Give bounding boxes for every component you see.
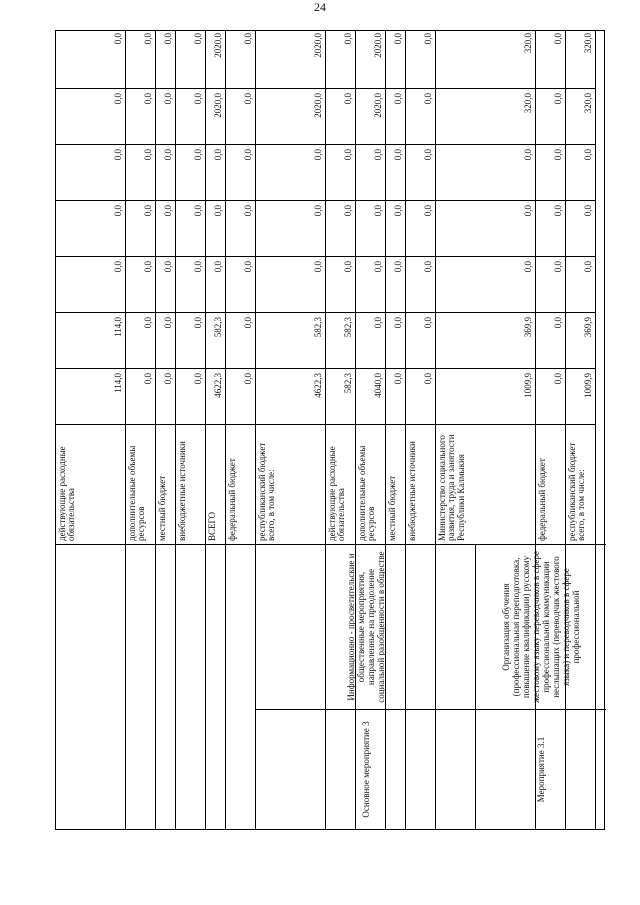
value-cell: 0,0 — [422, 33, 433, 45]
table-row — [176, 31, 206, 829]
value-cell: 0,0 — [386, 368, 405, 424]
value-cell: 0,0 — [386, 144, 405, 200]
value-cell: 0,0 — [176, 200, 205, 256]
value-cell: 0,0 — [392, 33, 403, 45]
value-cell: 0,0 — [536, 144, 565, 200]
value-cell: 0,0 — [406, 200, 435, 256]
funding-source-cell: действующие расходные обязательства — [56, 424, 125, 544]
value-cell: 582,3 — [326, 368, 355, 424]
table-row — [566, 31, 596, 829]
value-cell: 0,0 — [156, 312, 175, 368]
value-cell: 0,0 — [226, 200, 255, 256]
value-cell: 0,0 — [156, 200, 175, 256]
rotated-budget-table — [55, 30, 605, 830]
value-cell: 582,3 — [326, 312, 355, 368]
value-cell: 0,0 — [256, 144, 325, 200]
value-cell: 0,0 — [406, 256, 435, 312]
value-cell: 0,0 — [326, 144, 355, 200]
value-cell: 0,0 — [436, 144, 535, 200]
table-row — [326, 31, 356, 829]
value-cell: 0,0 — [156, 144, 175, 200]
value-cell: 0,0 — [386, 312, 405, 368]
funding-source-cell: местный бюджет — [156, 424, 175, 544]
value-cell: 0,0 — [126, 368, 155, 424]
main-activity-title: Информационно - просветительские и общественные мероприятия, направленные на преодоление социальной разобщенности в обществе — [256, 544, 476, 709]
value-cell: 0,0 — [142, 33, 153, 45]
funding-source-cell: республиканский бюджет всего, в том числе: — [566, 424, 595, 544]
value-cell: 0,0 — [56, 144, 125, 200]
table-row — [536, 31, 566, 829]
value-cell: 0,0 — [206, 200, 225, 256]
value-cell: 0,0 — [536, 256, 565, 312]
table-row — [206, 31, 226, 829]
value-cell: 0,0 — [192, 33, 203, 45]
value-cell: 0,0 — [176, 368, 205, 424]
value-cell: 4622,3 — [206, 368, 225, 424]
value-cell: 0,0 — [356, 312, 385, 368]
value-cell: 0,0 — [536, 368, 565, 424]
funding-source-cell: дополнительные объемы ресурсов — [126, 424, 155, 544]
table-row — [386, 31, 406, 829]
table-row — [156, 31, 176, 829]
table-row — [356, 31, 386, 829]
value-cell: 0,0 — [436, 256, 535, 312]
value-cell: 0,0 — [386, 88, 405, 144]
value-cell: 0,0 — [356, 144, 385, 200]
value-cell: 0,0 — [326, 88, 355, 144]
main-activity-id: Основное мероприятие 3 — [256, 709, 476, 829]
value-cell: 320,0 — [566, 88, 595, 144]
value-cell: 0,0 — [406, 88, 435, 144]
value-cell: 0,0 — [552, 33, 563, 45]
value-cell: 582,3 — [256, 312, 325, 368]
table-row — [256, 31, 326, 829]
value-cell: 0,0 — [406, 144, 435, 200]
value-cell: 0,0 — [226, 368, 255, 424]
value-cell: 114,0 — [56, 312, 125, 368]
value-cell: 2020,0 — [256, 88, 325, 144]
value-cell: 1009,9 — [436, 368, 535, 424]
value-cell: 0,0 — [176, 144, 205, 200]
funding-source-cell: дополнительные объемы ресурсов — [356, 424, 385, 544]
value-cell: 0,0 — [566, 200, 595, 256]
value-cell: 0,0 — [56, 256, 125, 312]
value-cell: 0,0 — [156, 368, 175, 424]
value-cell: 0,0 — [256, 256, 325, 312]
value-cell: 0,0 — [242, 33, 253, 45]
value-cell: 0,0 — [566, 144, 595, 200]
value-cell: 320,0 — [436, 88, 535, 144]
funding-source-cell: республиканский бюджет всего, в том числе: — [256, 424, 325, 544]
value-cell: 0,0 — [226, 256, 255, 312]
value-cell: 0,0 — [56, 200, 125, 256]
value-cell: 369,9 — [436, 312, 535, 368]
funding-source-cell: внебюджетные источники — [406, 424, 435, 544]
value-cell: 2020,0 — [206, 88, 225, 144]
value-cell: 0,0 — [536, 88, 565, 144]
table-row — [436, 31, 536, 829]
value-cell: 4040,0 — [356, 368, 385, 424]
value-cell: 2020,0 — [312, 33, 323, 58]
value-cell: 2020,0 — [372, 33, 383, 58]
funding-source-cell: действующие расходные обязательства — [326, 424, 355, 544]
value-cell: 0,0 — [326, 200, 355, 256]
value-cell: 0,0 — [156, 256, 175, 312]
value-cell: 320,0 — [522, 33, 533, 54]
value-cell: 0,0 — [436, 200, 535, 256]
value-cell: 0,0 — [156, 88, 175, 144]
value-cell: 0,0 — [162, 33, 173, 45]
value-cell: 0,0 — [226, 88, 255, 144]
value-cell: 114,0 — [56, 368, 125, 424]
value-cell: 0,0 — [226, 144, 255, 200]
value-cell: 0,0 — [206, 256, 225, 312]
funding-source-cell: федеральный бюджет — [536, 424, 565, 544]
value-cell: 0,0 — [386, 200, 405, 256]
value-cell: 0,0 — [326, 256, 355, 312]
table-row — [406, 31, 436, 829]
value-cell: 0,0 — [342, 33, 353, 45]
table-row — [126, 31, 156, 829]
value-cell: 0,0 — [536, 200, 565, 256]
value-cell: 0,0 — [226, 312, 255, 368]
funding-source-cell: местный бюджет — [386, 424, 405, 544]
funding-source-cell: федеральный бюджет — [226, 424, 255, 544]
funding-source-cell: внебюджетные источники — [176, 424, 205, 544]
value-cell: 0,0 — [126, 312, 155, 368]
value-cell: 0,0 — [126, 200, 155, 256]
funding-source-cell: Министерство социального развития, труда и занятости Республики Калмыкия — [436, 424, 535, 544]
value-cell: 0,0 — [206, 144, 225, 200]
budget-table — [55, 30, 605, 830]
value-cell: 0,0 — [126, 88, 155, 144]
value-cell: 0,0 — [126, 144, 155, 200]
value-cell: 0,0 — [176, 256, 205, 312]
value-cell: 582,3 — [206, 312, 225, 368]
table-row — [226, 31, 256, 829]
value-cell: 0,0 — [386, 256, 405, 312]
table-row — [56, 31, 126, 829]
value-cell: 0,0 — [406, 368, 435, 424]
value-cell: 1009,9 — [566, 368, 595, 424]
value-cell: 2020,0 — [356, 88, 385, 144]
value-cell: 2020,0 — [212, 33, 223, 58]
value-cell: 320,0 — [582, 33, 593, 54]
funding-source-cell: ВСЕГО — [206, 424, 225, 544]
value-cell: 0,0 — [112, 33, 123, 45]
value-cell: 369,9 — [566, 312, 595, 368]
value-cell: 0,0 — [406, 312, 435, 368]
sub-activity-title: Организация обучения (профессиональная переподготовка, повышение квалификации) русскому жестовому языку переводчиков в сфере профессиональной коммуникации неслышащих (переводчик жестового языка) и переводчиков в сфере профессиональной — [476, 544, 606, 709]
value-cell: 0,0 — [356, 256, 385, 312]
sub-activity-id: Мероприятие 3.1 — [476, 709, 606, 829]
value-cell: 4622,3 — [256, 368, 325, 424]
value-cell: 0,0 — [536, 312, 565, 368]
value-cell: 0,0 — [356, 200, 385, 256]
value-cell: 0,0 — [256, 200, 325, 256]
value-cell: 0,0 — [176, 88, 205, 144]
value-cell: 0,0 — [126, 256, 155, 312]
value-cell: 0,0 — [176, 312, 205, 368]
value-cell: 0,0 — [566, 256, 595, 312]
value-cell: 0,0 — [56, 88, 125, 144]
page-number: 24 — [314, 0, 326, 14]
